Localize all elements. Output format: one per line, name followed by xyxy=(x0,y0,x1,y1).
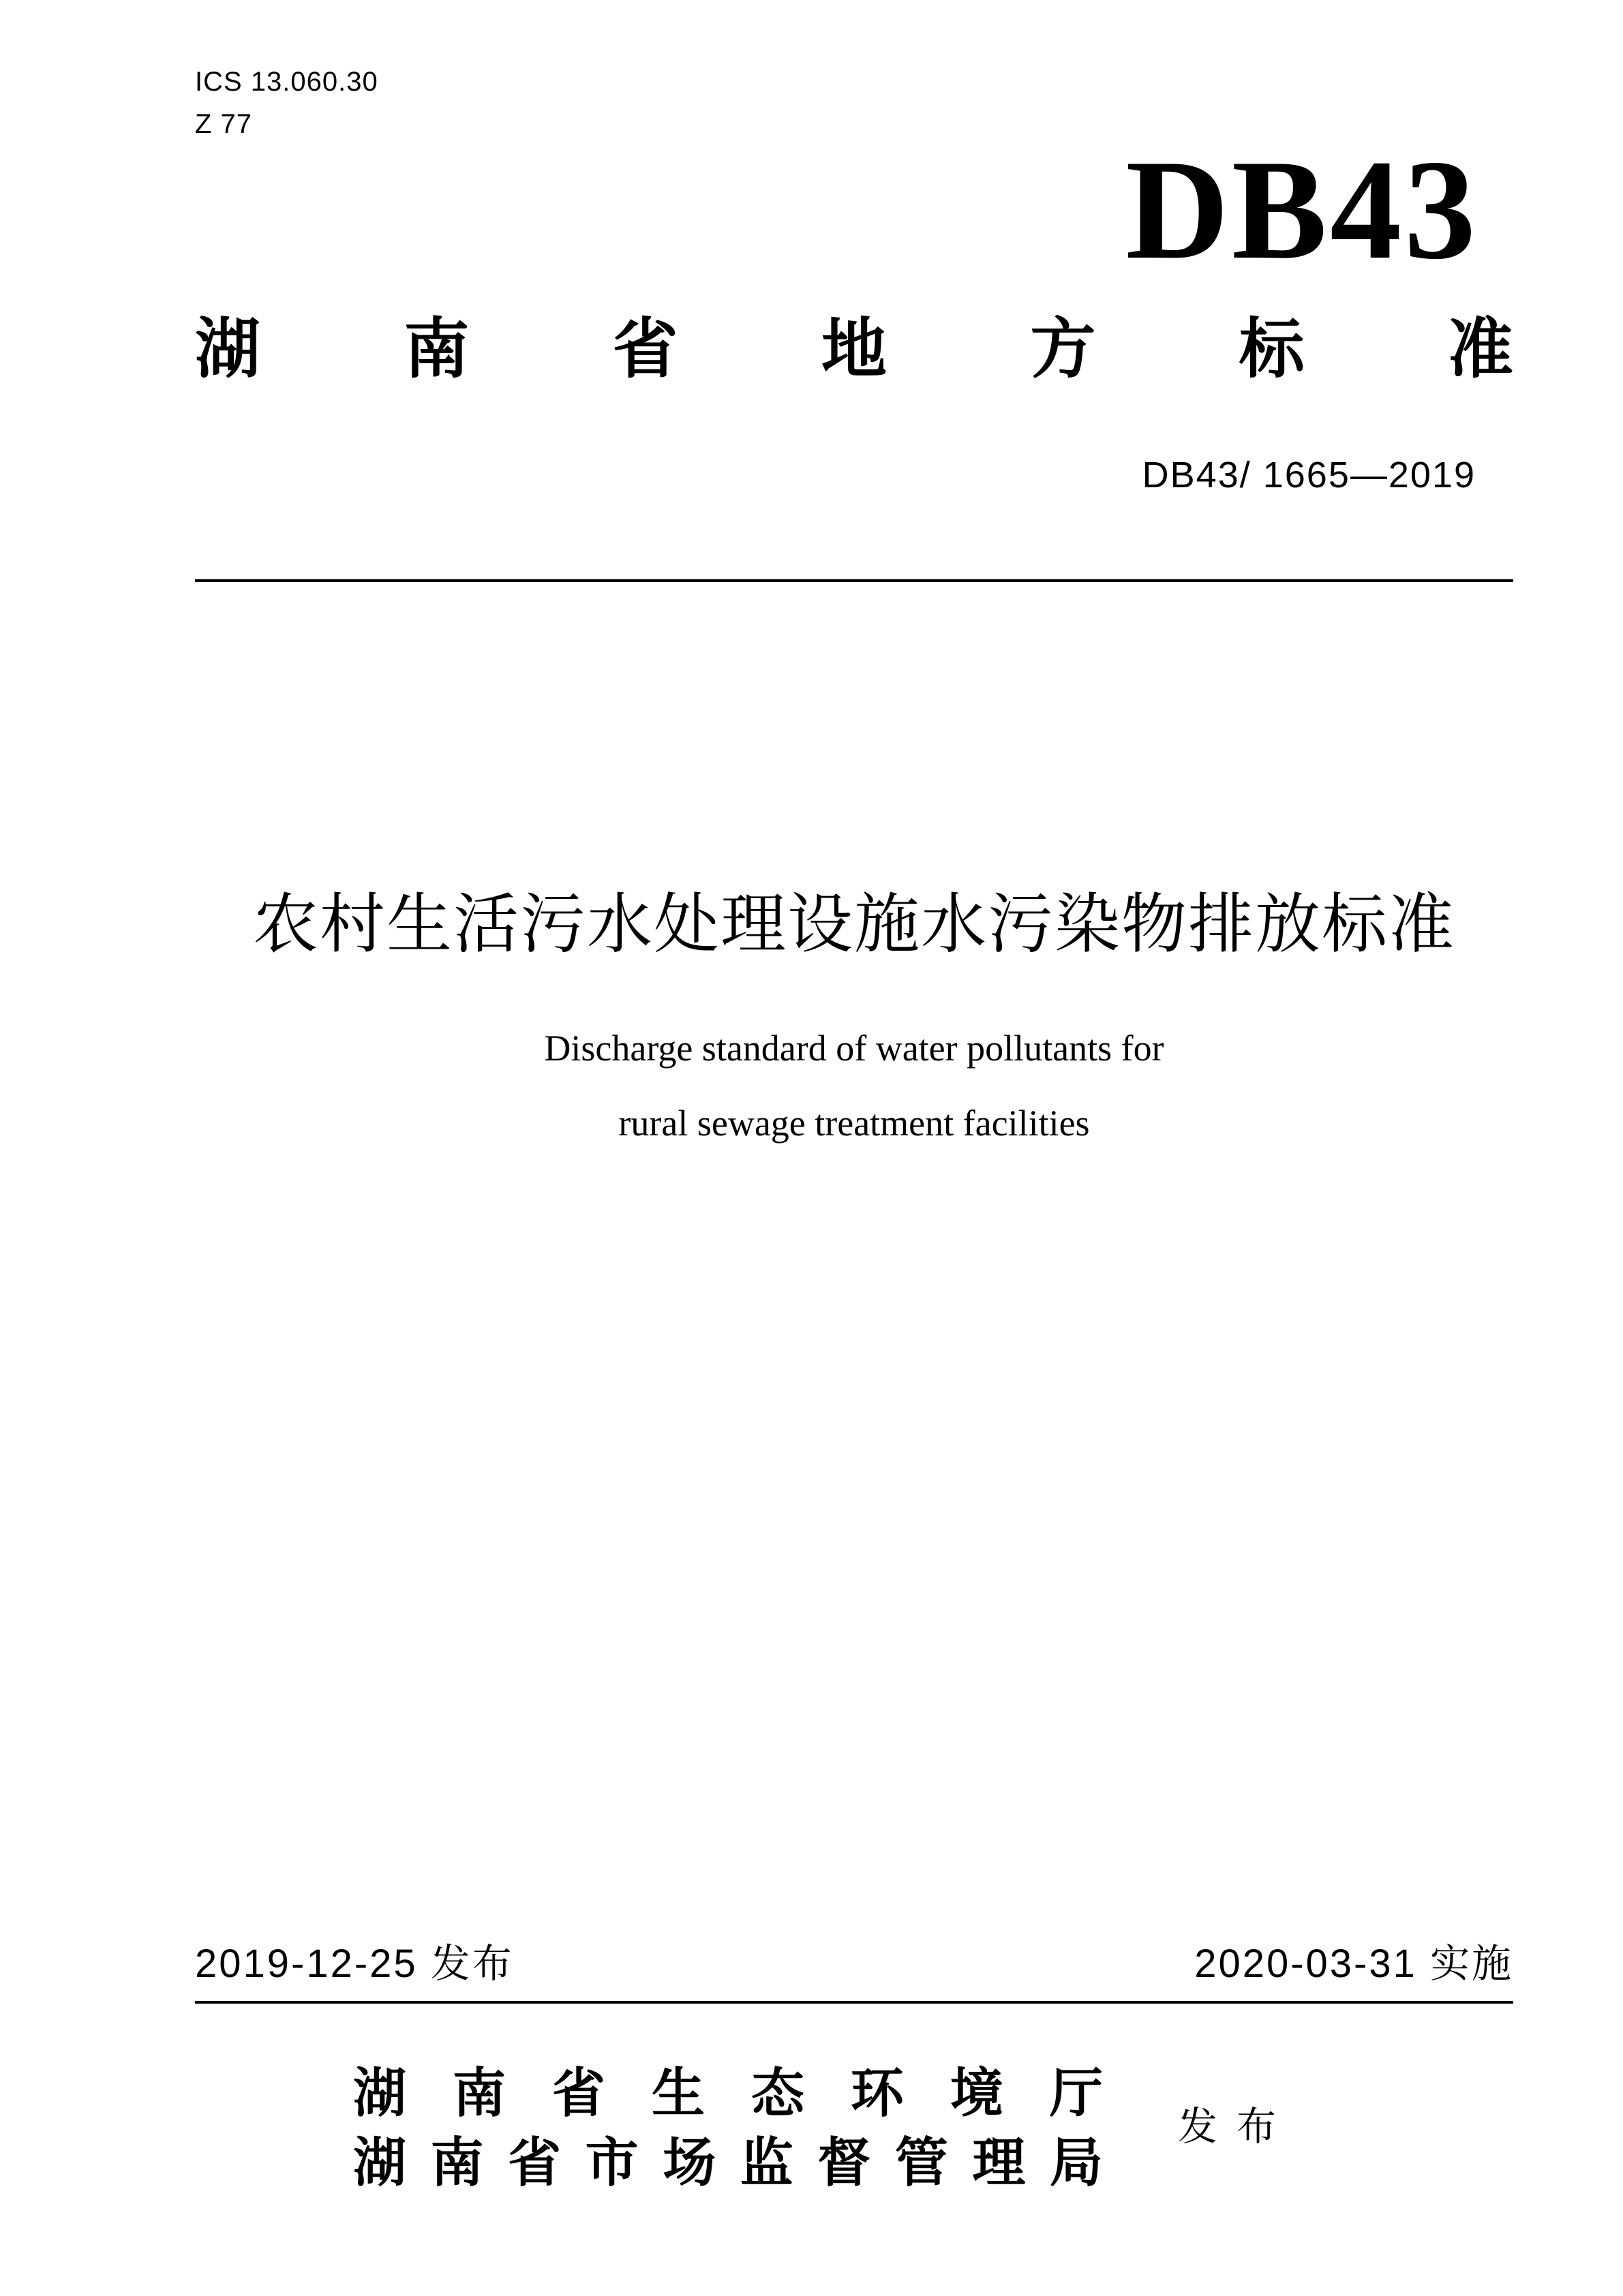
heading-character: 省 xyxy=(508,2132,562,2194)
document-title-english-line-1: Discharge standard of water pollutants for xyxy=(544,1028,1164,1069)
heading-character: 湖 xyxy=(195,311,260,387)
heading-character: 地 xyxy=(821,311,887,387)
heading-character: 局 xyxy=(1049,2132,1103,2194)
heading-character: 标 xyxy=(1239,311,1305,387)
heading-character: 准 xyxy=(1447,311,1513,387)
heading-character: 南 xyxy=(404,311,470,387)
heading-character: 管 xyxy=(894,2132,948,2194)
publish-label: 发布 xyxy=(1178,2103,1296,2149)
issuer-market-supervision-bureau xyxy=(353,2129,1103,2197)
top-divider xyxy=(195,579,1513,582)
heading-character: 省 xyxy=(612,311,678,387)
heading-character: 方 xyxy=(1030,311,1096,387)
heading-character: 南 xyxy=(452,2063,506,2124)
heading-character: 态 xyxy=(750,2063,804,2124)
heading-character: 境 xyxy=(950,2063,1003,2124)
implementation-date: 2020-03-31 实施 xyxy=(1194,1942,1513,1986)
ccs-code: Z 77 xyxy=(195,109,253,139)
issuer-ecology-environment-department xyxy=(353,2060,1103,2128)
heading-character: 厅 xyxy=(1049,2063,1103,2124)
heading-character: 场 xyxy=(663,2132,716,2194)
document-title-chinese: 农村生活污水处理设施水污染物排放标准 xyxy=(253,886,1455,962)
heading-character: 湖 xyxy=(353,2063,407,2124)
heading-character: 省 xyxy=(551,2063,605,2124)
standard-type-heading xyxy=(195,308,1513,390)
bottom-divider xyxy=(195,2001,1513,2004)
standard-number: DB43/ 1665—2019 xyxy=(1142,455,1476,495)
heading-character: 生 xyxy=(651,2063,705,2124)
heading-character: 监 xyxy=(740,2132,793,2194)
heading-character: 湖 xyxy=(353,2132,407,2194)
heading-character: 环 xyxy=(850,2063,904,2124)
ics-code: ICS 13.060.30 xyxy=(195,67,378,97)
standard-logo: DB43 xyxy=(1125,131,1478,289)
issue-date: 2019-12-25 发布 xyxy=(195,1942,514,1986)
heading-character: 市 xyxy=(585,2132,639,2194)
heading-character: 南 xyxy=(430,2132,484,2194)
document-title-english-line-2: rural sewage treatment facilities xyxy=(618,1103,1090,1144)
heading-character: 督 xyxy=(817,2132,871,2194)
heading-character: 理 xyxy=(972,2132,1026,2194)
